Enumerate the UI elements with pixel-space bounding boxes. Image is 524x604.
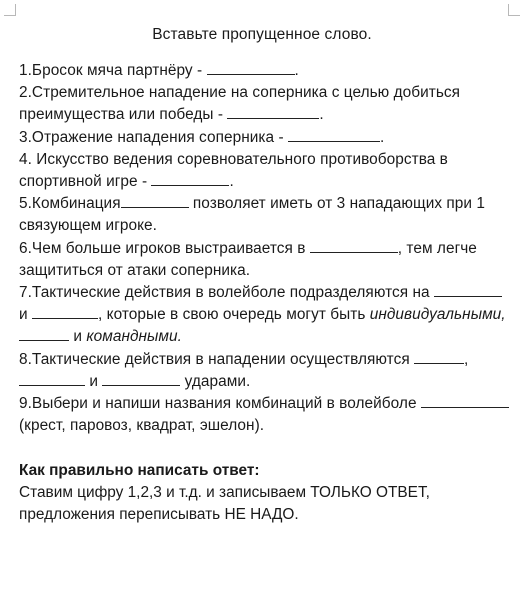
answer-blank — [19, 326, 69, 341]
answer-blank — [288, 127, 380, 142]
page-corner-mark-top-right — [508, 4, 520, 16]
page-title: Вставьте пропущенное слово. — [152, 26, 372, 43]
question-list — [19, 60, 510, 437]
answer-instructions — [19, 460, 510, 527]
page-corner-mark-top-left — [4, 4, 16, 16]
question-4: 4. Искусство ведения соревновательного противоборства в спортивной игре - . — [19, 150, 448, 191]
question-3: 3.Отражение нападения соперника - . — [19, 128, 385, 146]
question-8: 8.Тактические действия в нападении осуществляются , и ударами. — [19, 350, 469, 390]
answer-blank — [32, 304, 98, 319]
answer-blank — [102, 371, 180, 386]
answer-blank — [207, 60, 295, 75]
answer-blank — [227, 104, 319, 119]
answer-blank — [19, 371, 85, 386]
answer-blank — [151, 171, 229, 186]
answer-blank — [414, 349, 464, 364]
instructions-body: Ставим цифру 1,2,3 и т.д. и записываем ТОЛЬКО ОТВЕТ, предложения переписывать НЕ НАДО. — [19, 484, 430, 524]
question-6: 6.Чем больше игроков выстраивается в , тем легче защититься от атаки соперника. — [19, 239, 477, 279]
question-9: 9.Выбери и напиши названия комбинаций в волейболе (крест, паровоз, квадрат, эшелон). — [19, 393, 510, 437]
answer-blank — [121, 193, 189, 208]
question-7: 7.Тактические действия в волейболе подразделяются на и , которые в свою очередь могут быть индивидуальными, и командными. — [19, 284, 506, 346]
answer-blank — [421, 393, 509, 408]
question-5: 5.Комбинация позволяет иметь от 3 нападающих при 1 связующем игроке. — [19, 195, 486, 235]
answer-blank — [310, 238, 398, 253]
question-2: 2.Стремительное нападение на соперника с целью добиться преимущества или победы - . — [19, 84, 461, 124]
question-1: 1.Бросок мяча партнёру - . — [19, 62, 299, 79]
instructions-heading: Как правильно написать ответ: — [19, 462, 260, 479]
answer-blank — [434, 282, 502, 297]
